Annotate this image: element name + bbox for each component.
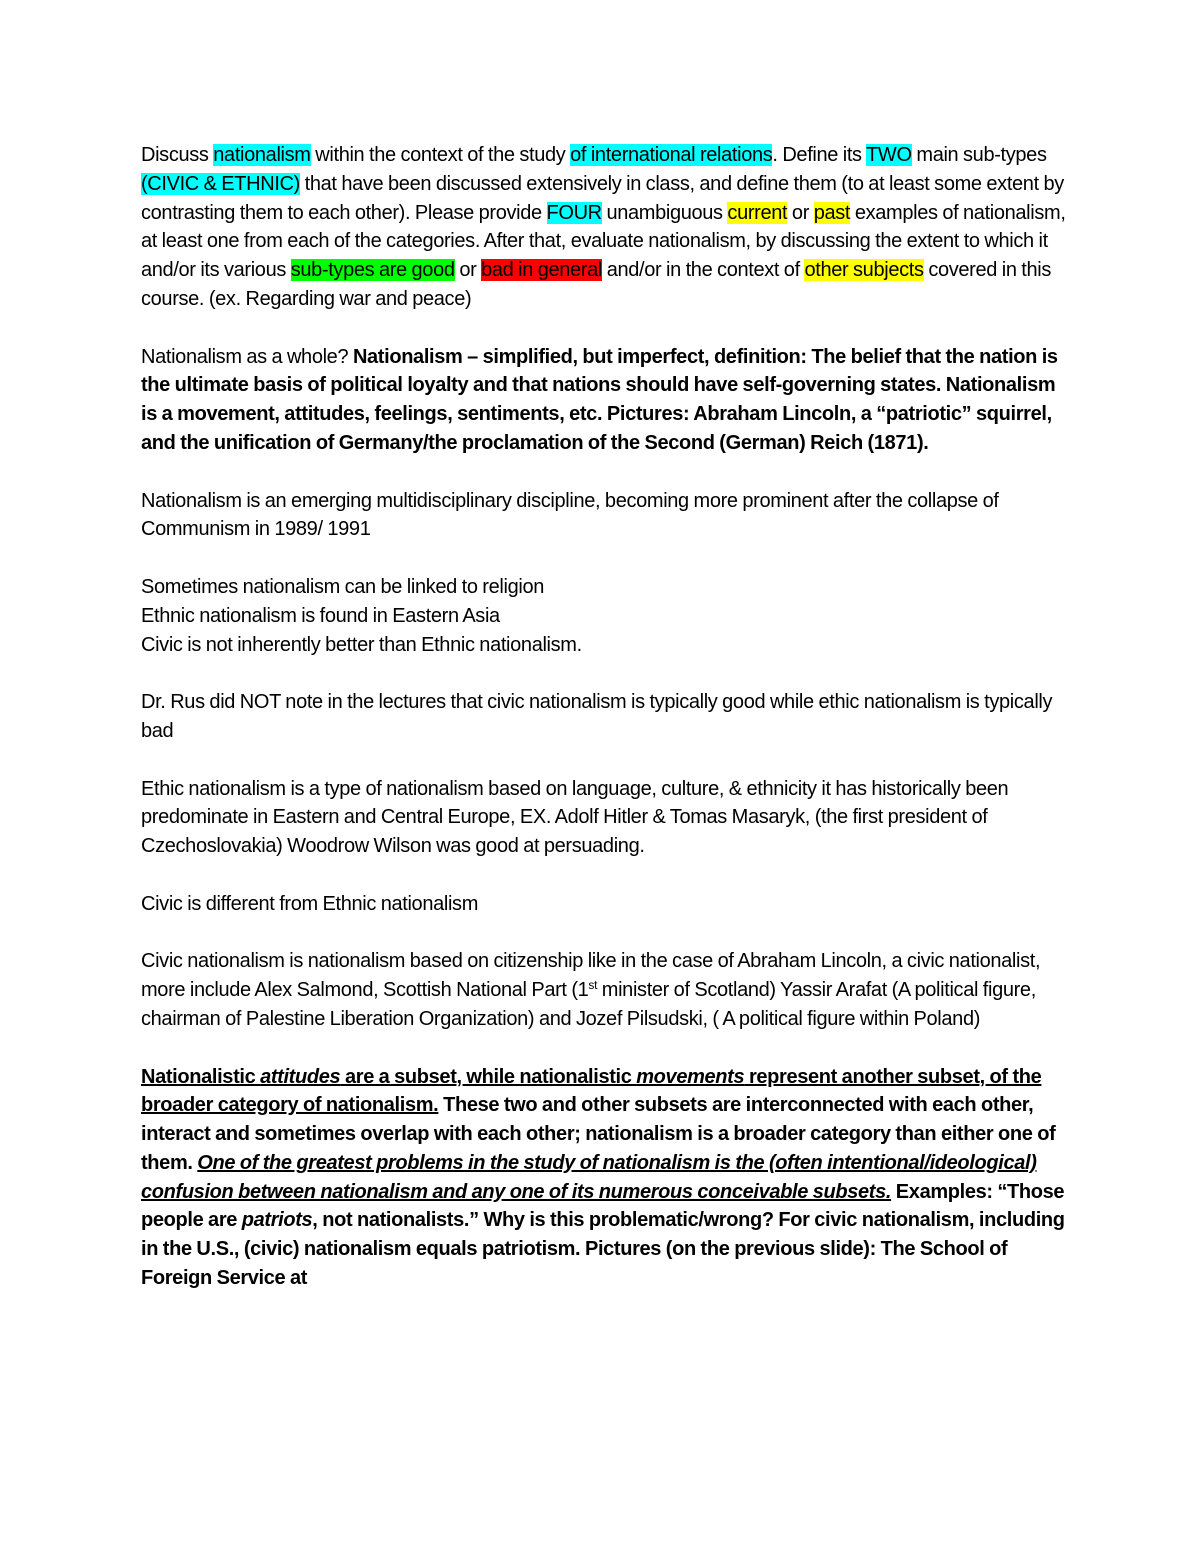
highlight-nationalism: nationalism [213,144,311,166]
civic-nationalism-paragraph [141,947,1066,1033]
prompt-text: or [787,201,814,224]
ethic-nationalism-paragraph: Ethic nationalism is a type of nationalism based on language, culture, & ethnicity it has historically been predominate in Eastern and Central Europe, EX. Adolf Hitler & Tomas Masaryk, (the first president of Czechoslovakia) Woodrow Wilson was good at persuading. [141,777,1009,858]
highlight-past: past [813,201,851,224]
superscript-st: st [588,978,598,993]
highlight-civic-ethnic: (CIVIC & ETHNIC) [141,172,300,195]
highlight-bad-in-general: bad in general [481,259,602,282]
note-line: Civic is not inherently better than Ethnic nationalism. [141,633,582,656]
subsets-underlined: represent another subset, of the broader category of nationalism. [141,1065,1042,1117]
prompt-text: . Define its [772,144,867,166]
prompt-text: or [454,259,482,282]
highlight-sub-types-good: sub-types are good [290,259,455,282]
definition-lead: Nationalism as a whole? [141,345,353,368]
highlight-other-subjects: other subjects [804,259,924,282]
dr-rus-paragraph: Dr. Rus did NOT note in the lectures that civic nationalism is typically good while ethic nationalism is typically bad [141,691,1053,742]
emerging-discipline-paragraph: Nationalism is an emerging multidisciplinary discipline, becoming more prominent after the collapse of Communism in 1989/ 1991 [141,489,999,541]
highlight-international-relations: of international relations [570,144,773,166]
subsets-text: , not nationalists.” Why is this problematic/wrong? For civic nationalism, including in the U.S., (civic) nationalism equals patriotism. Pictures (on the previous slide): The School of Foreign Service at [141,1209,1065,1290]
prompt-text: that have been discussed extensively in class, and define them (to at least some extent by contrasting them to each other). Please provide [141,172,1064,224]
greatest-problem-underlined-italic: One of the greatest problems in the study of nationalism is the (often intentional/ideological) confusion between nationalism and any one of its numerous conceivable subsets. [141,1151,1037,1203]
assignment-prompt-paragraph [141,141,1066,314]
subsets-text: Examples: “Those people are [141,1180,1065,1232]
patriots-italic: patriots [241,1209,313,1232]
highlight-current: current [727,201,788,224]
civic-text: Civic nationalism is nationalism based on citizenship like in the case of Abraham Lincoln, a civic nationalist, more include Alex Salmond, Scottish National Part (1 [141,950,1041,1002]
highlight-four: FOUR [546,201,602,224]
prompt-text: within the context of the study [310,144,571,166]
subsets-underlined: are a subset, while nationalistic [340,1065,637,1088]
prompt-text: covered in this course. (ex. Regarding war and peace) [141,259,1052,310]
document-page [141,141,1066,1293]
civic-text: minister of Scotland) Yassir Arafat (A political figure, chairman of Palestine Liberation Organization) and Jozef Pilsudski, ( A political figure within Poland) [141,979,1036,1030]
prompt-text: and/or in the context of [602,259,805,282]
note-line: Ethnic nationalism is found in Eastern Asia [141,604,500,627]
subsets-text: These two and other subsets are interconnected with each other, interact and sometimes overlap with each other; nationalism is a broader category than either one of them. [141,1094,1056,1174]
subsets-underlined-italic: movements [636,1065,745,1088]
nationalism-definition-paragraph [141,343,1066,458]
short-notes-paragraph [141,573,1066,659]
subsets-underlined: Nationalistic [141,1065,261,1088]
prompt-text: examples of nationalism, at least one from each of the categories. After that, evaluate nationalism, by discussing the extent to which it and/or its various [141,201,1066,282]
prompt-text: main sub-types [911,144,1047,166]
civic-different-paragraph: Civic is different from Ethnic nationalism [141,892,479,915]
prompt-text: unambiguous [601,201,728,224]
subsets-paragraph [141,1063,1066,1293]
definition-bold-text: Nationalism – simplified, but imperfect, definition: The belief that the nation is the ultimate basis of political loyalty and that nations should have self-governing states. Nationalism is a movement, attitudes, feelings, sentiments, etc. Pictures: Abraham Lincoln, a “patriotic” squirrel, and the unification of Germany/the proclamation of the Second (German) Reich (1871). [141,345,1058,454]
note-line: Sometimes nationalism can be linked to religion [141,575,544,598]
prompt-text: Discuss [141,144,214,166]
highlight-two: TWO [866,144,912,166]
subsets-underlined-italic: attitudes [260,1065,341,1088]
